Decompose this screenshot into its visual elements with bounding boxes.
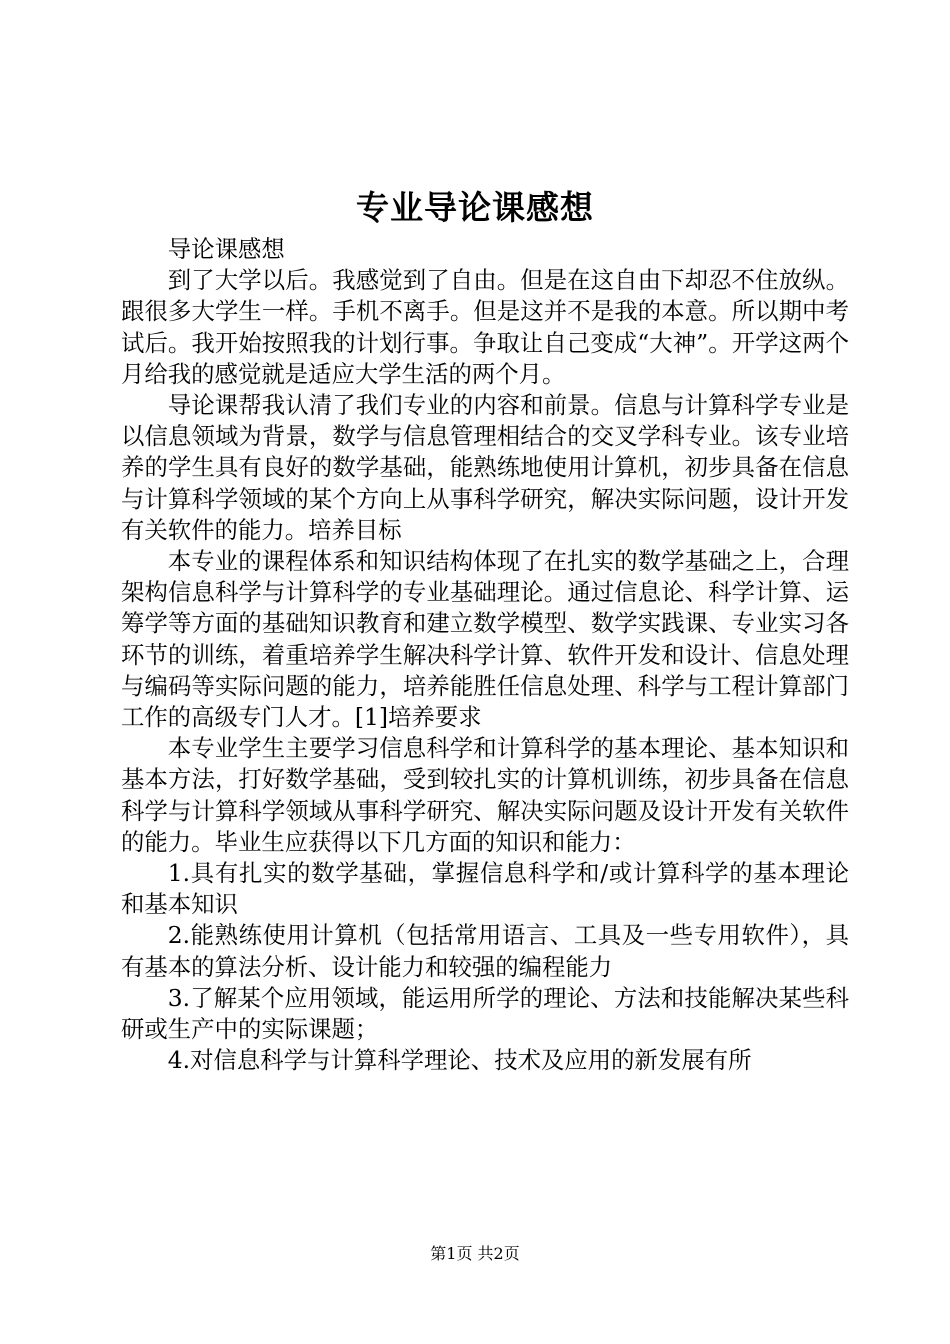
document-title: 专业导论课感想 xyxy=(356,188,594,227)
paragraph: 本专业学生主要学习信息科学和计算科学的基本理论、基本知识和基本方法，打好数学基础，受到较扎实的计算机训练，初步具备在信息科学与计算科学领域从事科学研究、解决实际问题及设计开发有关软件的能力。毕业生应获得以下几方面的知识和能力： xyxy=(121,734,849,856)
paragraph-subtitle: 导论课感想 xyxy=(167,235,285,263)
paragraph: 到了大学以后。我感觉到了自由。但是在这自由下却忍不住放纵。跟很多大学生一样。手机不离手。但是这并不是我的本意。所以期中考试后。我开始按照我的计划行事。争取让自己变成“大神”。开学这两个月给我的感觉就是适应大学生活的两个月。 xyxy=(121,266,849,388)
paragraph: 导论课帮我认清了我们专业的内容和前景。信息与计算科学专业是以信息领域为背景，数学与信息管理相结合的交叉学科专业。该专业培养的学生具有良好的数学基础，能熟练地使用计算机，初步具备在信息与计算科学领域的某个方向上从事科学研究，解决实际问题，设计开发有关软件的能力。培养目标 xyxy=(121,391,849,544)
list-item: 1.具有扎实的数学基础，掌握信息科学和/或计算科学的基本理论和基本知识 xyxy=(121,859,849,919)
list-item: 3.了解某个应用领域，能运用所学的理论、方法和技能解决某些科研或生产中的实际课题； xyxy=(121,983,849,1044)
document-body xyxy=(121,234,849,1076)
page-footer: 第1页 共2页 xyxy=(430,1244,520,1263)
paragraph: 本专业的课程体系和知识结构体现了在扎实的数学基础之上，合理架构信息科学与计算科学的专业基础理论。通过信息论、科学计算、运筹学等方面的基础知识教育和建立数学模型、数学实践课、专业实习各环节的训练，着重培养学生解决科学计算、软件开发和设计、信息处理与编码等实际问题的能力，培养能胜任信息处理、科学与工程计算部门工作的高级专门人才。[1]培养要求 xyxy=(121,547,849,732)
list-item: 4.对信息科学与计算科学理论、技术及应用的新发展有所 xyxy=(167,1046,752,1075)
list-item: 2.能熟练使用计算机（包括常用语言、工具及一些专用软件），具有基本的算法分析、设计能力和较强的编程能力 xyxy=(121,921,849,981)
